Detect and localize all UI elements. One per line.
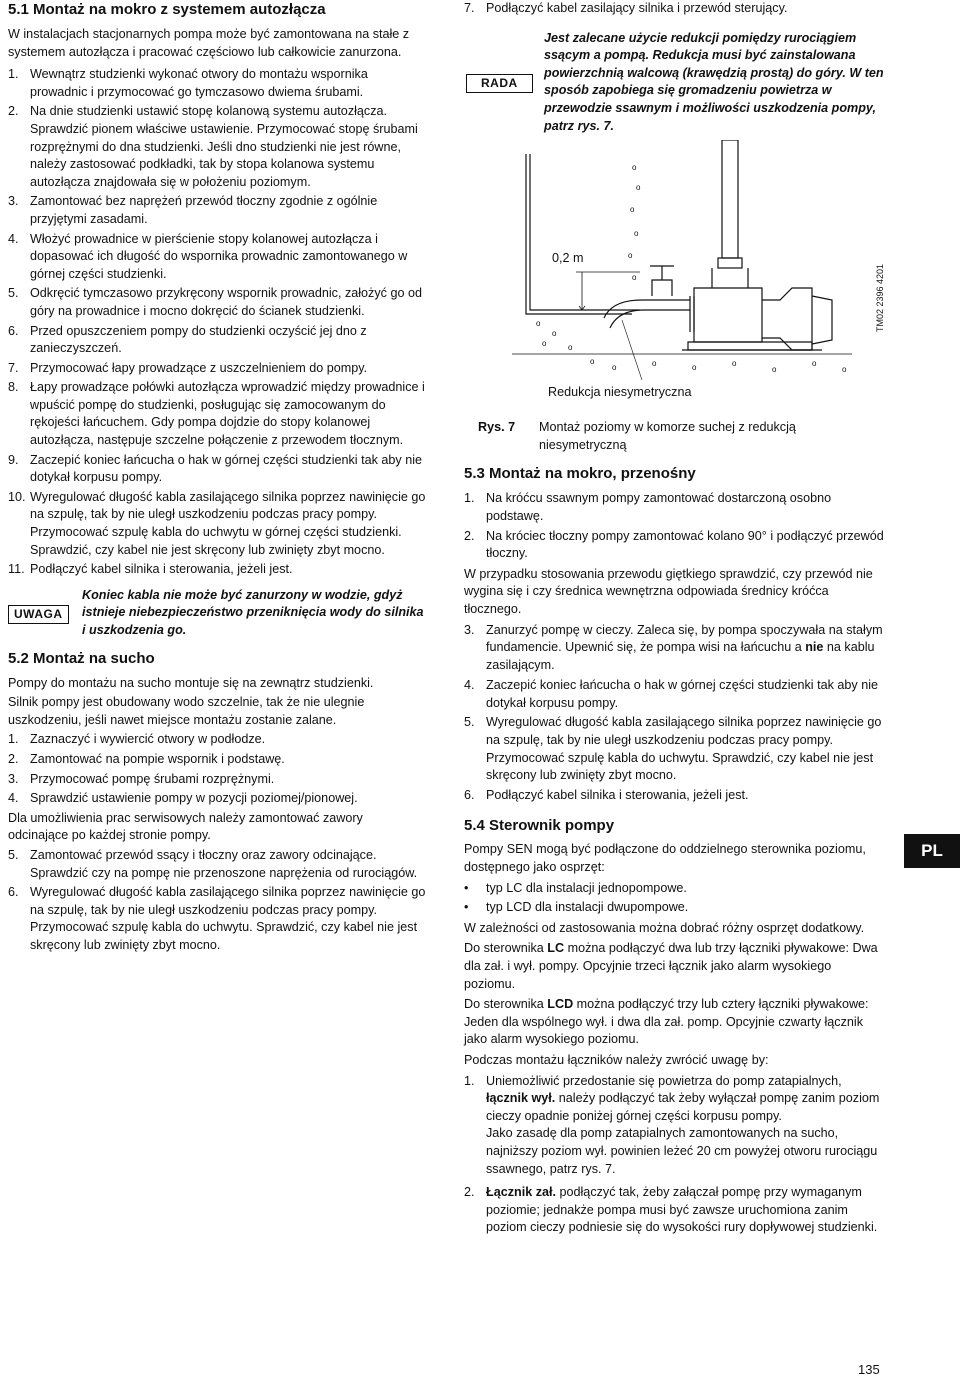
list-text: Wyregulować długość kabla zasilającego silnika poprzez nawinięcie go na szpulę, tak by nie uległ uszkodzeniu podczas pracy pompy. Przymocować szpulę kabla do uchwytu. Sprawdzić, czy kabel nie jest skręcony lub zwinięty zbyt mocno. [486,715,882,783]
text: Do sterownika [464,941,548,956]
section-5-3-step-3 [464,622,884,675]
list-number: 3. [8,194,19,209]
list-text: Sprawdzić ustawienie pompy w pozycji poziomej/pionowej. [30,791,358,806]
list-text: podłączyć tak, żeby załączał pompę przy wymaganym poziomie; jednakże pompa musi być zawsze uruchomiona zanim poziom cieczy podniesie się do wysokości rury dopływowej studzienki. [486,1185,878,1235]
figure-code: TM02 2396 4201 [875,263,885,332]
svg-text:o: o [636,183,641,192]
list-text: Podłączyć kabel silnika i sterowania, jeżeli jest. [30,562,293,577]
text: można podłączyć dwa lub trzy łączniki pływakowe: Dwa dla zał. i wył. pompy. Opcyjnie trzeci łącznik jako alarm wysokiego poziomu. [464,941,878,991]
svg-text:o: o [612,363,617,372]
list-item [8,751,426,769]
svg-text:o: o [542,339,547,348]
svg-text:o: o [632,273,637,282]
list-number: 2. [464,528,475,543]
list-number: • [464,900,469,915]
svg-text:o: o [732,359,737,368]
list-number: • [464,880,469,895]
list-item [464,1184,884,1237]
section-5-4-p1: Pompy SEN mogą być podłączone do oddzielnego sterownika poziomu, dostępnego jako osprzęt: [464,842,866,875]
section-5-4-p2: W zależności od zastosowania można dobrać różny osprzęt dodatkowy. [464,920,865,935]
list-number: 5. [8,286,19,301]
list-number: 7. [8,360,19,375]
list-item [8,285,426,320]
list-text: Uniemożliwić przedostanie się powietrza do pomp zatapialnych, [486,1073,842,1088]
caption-label: Rys. 7 [478,420,516,435]
section-5-3-p1: W przypadku stosowania przewodu giętkiego sprawdzić, czy przewód nie wygina się i czy średnica wewnętrzna odpowiada średnicy króćca tłocznego. [464,566,873,616]
list-number: 6. [8,885,19,900]
list-number: 1. [8,67,19,82]
list-item [8,790,426,808]
figure-dimension-label: 0,2 m [552,251,584,265]
list-item [8,731,426,749]
list-text: Wyregulować długość kabla zasilającego silnika poprzez nawinięcie go na szpulę, tak by nie uległ uszkodzeniu podczas pracy pompy. Przymocować szpulę kabla do uchwytu w górnej części studzienki. Sprawdzić, czy kabel nie jest skręcony lub zwinięty zbyt mocno. [30,489,426,557]
left-column [8,0,426,955]
list-item [8,231,426,284]
svg-text:o: o [652,359,657,368]
right-step-7 [464,0,884,18]
list-item [8,193,426,228]
svg-text:o: o [630,205,635,214]
language-tab: PL [904,834,960,868]
list-text: Zaznaczyć i wywiercić otwory w podłodze. [30,732,266,747]
list-text: typ LC dla instalacji jednopompowe. [486,880,687,895]
section-5-2-title: 5.2 Montaż na sucho [8,649,155,667]
section-5-3-steps-b [464,677,884,804]
list-text: Zaczepić koniec łańcucha o hak w górnej części studzienki tak aby nie dotykał korpusu pompy. [486,678,879,710]
list-item [464,622,884,675]
list-text: Włożyć prowadnice w pierścienie stopy kolanowej autozłącza i dopasować ich długość do wspornika prowadnic zamontowanego w górnej części studzienki. [30,231,408,281]
list-text: Podłączyć kabel silnika i sterowania, jeżeli jest. [486,787,749,802]
figure-rys-7 [512,140,932,412]
uwaga-warning [8,587,426,640]
list-text: Zamontować bez naprężeń przewód tłoczny zgodnie z ogólnie przyjętymi zasadami. [30,194,378,226]
list-number: 2. [464,1185,475,1200]
section-5-2-steps-b [8,847,426,955]
svg-text:o: o [632,163,637,172]
list-item [8,884,426,954]
list-text: Zanurzyć pompę w cieczy. Zaleca się, by pompa spoczywała na stałym fundamencie. Upewnić się, że pompa wisi na łańcuchu a [486,622,883,655]
list-text: Na króćcu ssawnym pompy zamontować dostarczoną osobno podstawę. [486,491,832,523]
list-text: należy podłączyć tak żeby wyłączał pompę zanim poziom cieczy opadnie poniżej górnej części korpusu pompy. [486,1091,880,1123]
section-5-1-title: 5.1 Montaż na mokro z systemem autozłącza [8,1,326,18]
emphasis: Łącznik zał. [486,1185,556,1200]
list-item [8,452,426,487]
list-number: 3. [8,771,19,786]
svg-text:o: o [590,357,595,366]
section-5-4-p5: Podczas montażu łączników należy zwrócić uwagę by: [464,1052,769,1067]
list-number: 9. [8,452,19,467]
section-5-4-bullets [464,880,884,917]
section-5-4-items [464,1073,884,1237]
list-item [8,66,426,101]
rada-tip [464,30,884,136]
emphasis: łącznik wył. [486,1091,556,1106]
list-text: Przymocować łapy prowadzące z uszczelnieniem do pompy. [30,360,368,375]
list-number: 2. [8,751,19,766]
section-5-2-p2: Silnik pompy jest obudowany wodo szczelnie, tak że nie ulegnie uszkodzeniu, jeśli nawet miejsce montażu zostanie zalane. [8,695,365,727]
list-text: Odkręcić tymczasowo przykręcony wspornik prowadnic, założyć go od góry na prowadnice i mocno dokręcić do ścianek studzienki. [30,286,422,318]
list-item [464,899,884,917]
list-item [464,880,884,898]
page-number: 135 [858,1362,880,1377]
emphasis: LCD [547,997,574,1012]
list-text: Wyregulować długość kabla zasilającego silnika poprzez nawinięcie go na szpulę, tak by nie uległ uszkodzeniu podczas pracy pompy. Przymocować szpulę kabla do uchwytu. Sprawdzić, czy kabel nie jest skręcony lub zwinięty zbyt mocno. [30,885,426,952]
list-item [8,323,426,358]
list-text: Łapy prowadzące połówki autozłącza wprowadzić między prowadnice i wpuścić pompę do studzienki, posługując się zamocowanym do rękojeści łańcuchem. Gdy pompa dojdzie do stopy kolanowej autozłącza, następuje szczelne połączenie z przewodem tłocznym. [30,380,425,448]
list-number: 3. [464,622,475,637]
list-number: 4. [464,678,475,693]
section-5-1-steps [8,66,426,579]
list-text: Podłączyć kabel zasilający silnika i przewód sterujący. [486,1,788,15]
uwaga-text: Koniec kabla nie może być zanurzony w wodzie, gdyż istnieje niebezpieczeństwo przeniknięcia wody do silnika i uszkodzenia go. [82,587,424,637]
list-text: Przed opuszczeniem pompy do studzienki oczyścić jej dno z zanieczyszczeń. [30,323,367,356]
list-number: 5. [8,847,19,862]
list-text: Zamontować na pompie wspornik i podstawę. [30,751,285,766]
list-number: 7. [464,1,475,15]
text: Do sterownika [464,997,548,1012]
section-5-2-p3: Dla umożliwienia prac serwisowych należy zamontować zawory odcinające po każdej stronie pompy. [8,810,363,843]
svg-text:o: o [628,251,633,260]
list-text: Na dnie studzienki ustawić stopę kolanową systemu autozłącza. Sprawdzić pionem właściwe ustawienie. Przymocować stopę śrubami rozprężnymi do dna studzienki. Jeśli dno studzienki nie jest równe, należy zastosować podkładki, tak by stopa kolanowa systemu autozłącza znajdowała się w położeniu poziomym. [30,104,418,189]
list-number: 8. [8,380,19,395]
section-5-3-steps-a [464,490,884,562]
rada-label: RADA [466,74,533,93]
section-5-3-title: 5.3 Montaż na mokro, przenośny [464,465,696,483]
list-text: Na króciec tłoczny pompy zamontować kolano 90° i podłączyć przewód tłoczny. [486,528,884,561]
uwaga-label: UWAGA [8,605,69,624]
svg-text:o: o [692,363,697,372]
text: można podłączyć trzy lub cztery łączniki pływakowe: Jeden dla wspólnego wył. i dwa dla zał. pomp. Opcyjnie czwarty łącznik jako alarm wysokiego poziomu. [464,997,869,1047]
list-item [464,1073,884,1179]
svg-text:o: o [552,329,557,338]
list-text: Przymocować pompę śrubami rozprężnymi. [30,771,275,786]
list-item [464,490,884,525]
list-item [8,103,426,191]
list-item [464,677,884,712]
list-text: typ LCD dla instalacji dwupompowe. [486,900,689,915]
list-item [8,771,426,789]
svg-text:o: o [568,343,573,352]
figure-caption [464,419,884,454]
list-item [8,561,426,579]
section-5-4-p3 [464,940,884,993]
svg-text:o: o [812,359,817,368]
list-item [464,0,884,18]
svg-text:o: o [772,365,777,374]
svg-text:o: o [842,365,847,374]
list-number: 6. [8,323,19,338]
list-number: 4. [8,791,19,806]
list-number: 11. [8,562,25,577]
caption-text: Montaż poziomy w komorze suchej z redukcją niesymetryczną [539,420,796,452]
list-item [8,360,426,378]
list-number: 10. [8,489,26,504]
list-item [8,489,426,559]
list-item [464,787,884,805]
list-text: Jako zasadę dla pomp zatapialnych zamontowanych na sucho, najniższy poziom wył. powinien leżeć 20 cm powyżej otworu rurociągu ssawnego, patrz rys. 7. [486,1126,878,1176]
figure-reduction-label: Redukcja niesymetryczna [548,385,692,399]
svg-text:o: o [634,229,639,238]
list-item [464,528,884,563]
list-number: 1. [8,732,19,747]
list-number: 1. [464,1073,475,1088]
pump-installation-drawing [512,140,912,412]
list-item [8,379,426,449]
list-number: 2. [8,104,19,119]
list-text: Zamontować przewód ssący i tłoczny oraz zawory odcinające. Sprawdzić czy na pompę nie przenoszone naprężenia od rurociągów. [30,847,418,880]
section-5-2-steps-a [8,731,426,807]
list-text: na kablu zasilającym. [486,640,875,672]
emphasis: LC [547,941,565,956]
list-number: 1. [464,491,475,506]
list-text: Wewnątrz studzienki wykonać otwory do montażu wspornika prowadnic i przymocować go tymczasowo dwiema śrubami. [30,67,368,99]
section-5-4-p4 [464,996,884,1049]
list-item [464,714,884,784]
section-5-1-intro: W instalacjach stacjonarnych pompa może być zamontowana na stałe z systemem autozłącza i pracować częściowo lub całkowicie zanurzona. [8,27,410,59]
list-number: 6. [464,787,475,802]
list-number: 4. [8,231,19,246]
section-5-2-p1: Pompy do montażu na sucho montuje się na zewnątrz studzienki. [8,675,374,690]
list-text: Zaczepić koniec łańcucha o hak w górnej części studzienki tak aby nie dotykał korpusu pompy. [30,452,423,485]
list-item [8,847,426,882]
svg-text:o: o [536,319,541,328]
rada-text: Jest zalecane użycie redukcji pomiędzy rurociągiem ssącym a pompą. Redukcja musi być zainstalowana powierzchnią walcową (krawędzią prostą) do góry. W ten sposób zapobiega się gromadzeniu powietrza w przewodzie ssawnym i możliwości uszkodzenia pompy, patrz rys. 7. [544,30,884,133]
section-5-4-title: 5.4 Sterownik pompy [464,817,615,835]
list-number: 5. [464,715,475,730]
emphasis: nie [805,640,824,655]
